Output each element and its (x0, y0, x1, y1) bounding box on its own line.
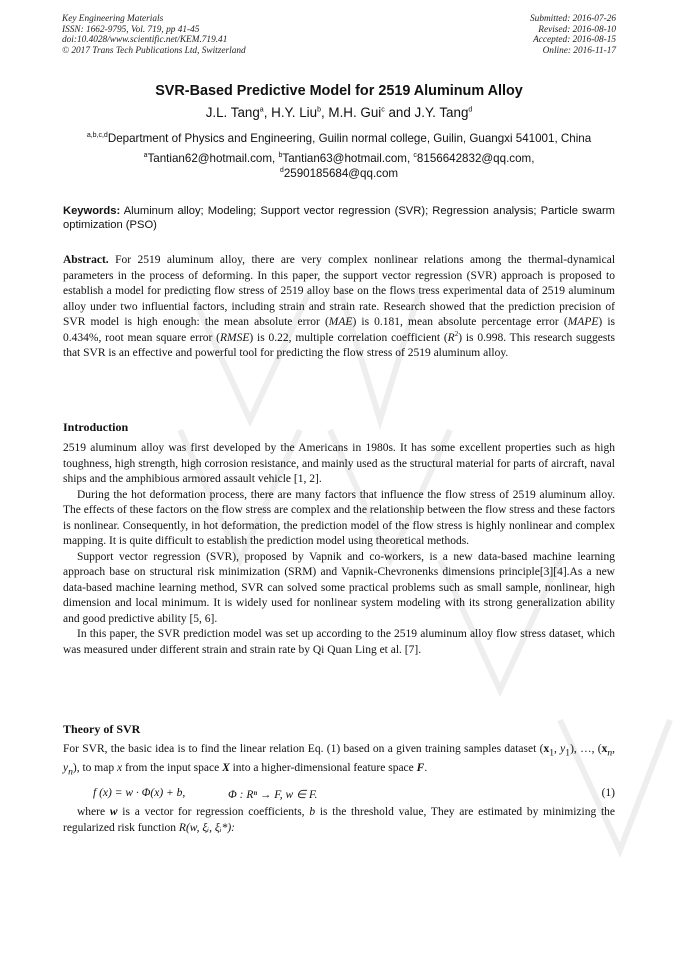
math-var: w (109, 806, 118, 818)
abstract-text: For 2519 aluminum alloy, there are very complex nonlinear relations among the thermal-dynamical parameters in the process of deforming. In this paper, the support vector regression (SVR) approach is proposed to establish a model for predicting flow stress of 2519 alloy base on the flows tress experimental data of 2519 aluminum alloy under two influential factors, including strain and strain rate. Research showed that the prediction precision of SVR model is high enough: the mean absolute error ( (63, 254, 616, 328)
email-sup: b (278, 152, 283, 160)
email-a: Tantian62@hotmail.com, (147, 152, 276, 165)
text: . (424, 761, 428, 774)
text: For SVR, the basic idea is to find the linear relation Eq. (1) based on a given training samples dataset ( (63, 743, 544, 755)
abstract-text: ) is 0.181, mean absolute percentage error ( (352, 316, 568, 328)
author-sup: c (381, 106, 385, 114)
keywords (63, 205, 615, 232)
paragraph (63, 805, 615, 836)
abstract-term: MAE (328, 316, 353, 328)
email-sup: c (413, 152, 417, 160)
text: ), to map (72, 761, 117, 774)
author-name: J.Y. Tang (414, 105, 469, 120)
dates-info (530, 14, 616, 56)
math-var: x (543, 743, 550, 755)
issn-line: ISSN: 1662-9795, Vol. 719, pp 41-45 (62, 24, 200, 35)
paragraph: In this paper, the SVR prediction model was set up according to the 2519 aluminum alloy flow stress dataset, which was measured under different strain and strain rate by Qi Quan Ling et al. [7]. (63, 628, 615, 656)
author-emails (0, 152, 678, 181)
submitted-date: Submitted: 2016-07-26 (530, 14, 616, 24)
affiliation-sup: a,b,c,d (86, 132, 108, 140)
math-var: X (222, 761, 230, 774)
author-sup: d (468, 106, 473, 114)
math-var: F (416, 761, 425, 774)
doi-line: doi:10.4028/www.scientific.net/KEM.719.41 (62, 35, 228, 46)
section-heading-introduction: Introduction (63, 420, 129, 434)
accepted-date: Accepted: 2016-08-15 (533, 35, 616, 46)
equation-number: (1) (601, 787, 615, 799)
journal-name: Key Engineering Materials (62, 14, 164, 24)
author-separator: , (320, 105, 329, 120)
author-sup: a (259, 106, 264, 114)
abstract-term: RMSE (220, 331, 250, 344)
author-separator: , (263, 105, 272, 120)
section-heading-theory: Theory of SVR (63, 722, 141, 736)
text: is the threshold value, They are estimated by minimizing the regularized risk function (63, 806, 616, 834)
text: is a vector for regression coefficients, (117, 806, 310, 818)
paper-title: SVR-Based Predictive Model for 2519 Aluminum Alloy (155, 83, 523, 99)
email-c: 8156642832@qq.com, (416, 152, 535, 165)
revised-date: Revised: 2016-08-10 (538, 24, 616, 35)
equation-1 (63, 787, 615, 805)
journal-info (62, 14, 246, 56)
theory-continued (63, 805, 615, 836)
text: ), …, ( (570, 743, 602, 755)
math-var: x (601, 743, 608, 755)
author-list (0, 105, 678, 120)
abstract-term: R (447, 331, 455, 344)
email-sup: a (143, 152, 148, 160)
abstract-text: ) is 0.434%, root mean square error ( (63, 316, 615, 344)
text: into a higher-dimensional feature space (229, 761, 417, 774)
abstract-sup: 2 (454, 329, 459, 338)
equation-lhs: f (x) = w · Φ(x) + b, (93, 787, 186, 799)
abstract (63, 253, 615, 362)
copyright-line: © 2017 Trans Tech Publications Ltd, Switzerland (62, 45, 246, 56)
affiliation-text: Department of Physics and Engineering, Guilin normal college, Guilin, Guangxi 541001, China (107, 132, 592, 145)
email-d: 2590185684@qq.com (283, 166, 399, 180)
affiliation (0, 132, 678, 145)
online-date: Online: 2016-11-17 (542, 45, 616, 56)
email-b: Tantian63@hotmail.com, (282, 152, 411, 165)
math-expr: R(w, ξᵢ, ξᵢ*): (178, 821, 235, 834)
text: where (77, 806, 110, 818)
paragraph: Support vector regression (SVR), proposed by Vapnik and co-workers, is a new data-based machine learning approach base on structural risk minimization (SRM) and Vapnik-Chevronenks dimensions principle[3][4].As a new data-based machine learning method, SVR can solved some practical problems such as small sample, nonlinear, high dimension and local minimum. It is widely used for nonlinear system modeling with its strong generalization ability and good predictive ability [5, 6]. (63, 550, 615, 625)
author-separator: and (384, 105, 415, 120)
author-name: M.H. Gui (328, 105, 382, 120)
abstract-label: Abstract. (63, 254, 109, 266)
author-sup: b (317, 106, 321, 114)
introduction-body (63, 441, 615, 658)
text: , (612, 743, 615, 755)
theory-body (63, 742, 615, 780)
text: from the input space (122, 761, 223, 774)
email-sup: d (279, 166, 284, 174)
equation-mapping: Φ : Rⁿ → F, w ∈ F. (228, 789, 318, 801)
math-var: b (309, 806, 316, 818)
abstract-text: ) is 0.998. This research suggests that SVR is an effective and powerful tool for predicting the flow stress of 2519 aluminum alloy. (63, 331, 616, 359)
abstract-text: ) is 0.22, multiple correlation coefficient ( (249, 331, 448, 344)
keywords-text: Aluminum alloy; Modeling; Support vector regression (SVR); Regression analysis; Particle swarm optimization (PSO) (63, 205, 615, 231)
math-var: y (560, 743, 566, 755)
abstract-term: MAPE (567, 316, 599, 328)
author-name: H.Y. Liu (271, 105, 318, 120)
keywords-label: Keywords: (63, 205, 121, 217)
math-var: x (116, 761, 123, 774)
paragraph: 2519 aluminum alloy was first developed by the Americans in 1980s. It has some excellent properties such as high toughness, high strength, high corrosion resistance, and mainly used as the structural material for parts of aircraft, naval ships and the amphibious armored assault vehicle [1, 2]. (63, 442, 615, 485)
paragraph: For SVR, the basic idea is to find the linear relation Eq. (1) based on a given training samples dataset ($x_1$, $y_1$), …, ($x_n$, $y_n$), to map x from the input space X into a higher-dimensional feature space F. (63, 743, 615, 778)
author-name: J.L. Tang (205, 105, 260, 120)
math-var: y (63, 761, 69, 774)
text: , (553, 743, 561, 755)
paragraph: During the hot deformation process, there are many factors that influence the flow stress of 2519 aluminum alloy. The effects of these factors on the flow stress are complex and the relationship between the flow stress and these factors is nonlinear. Consequently, in hot deformation, the prediction model of the flow stress is highly nonlinear and complex mapping. It is quite difficult to establish the prediction model using theoretical methods. (63, 488, 615, 547)
